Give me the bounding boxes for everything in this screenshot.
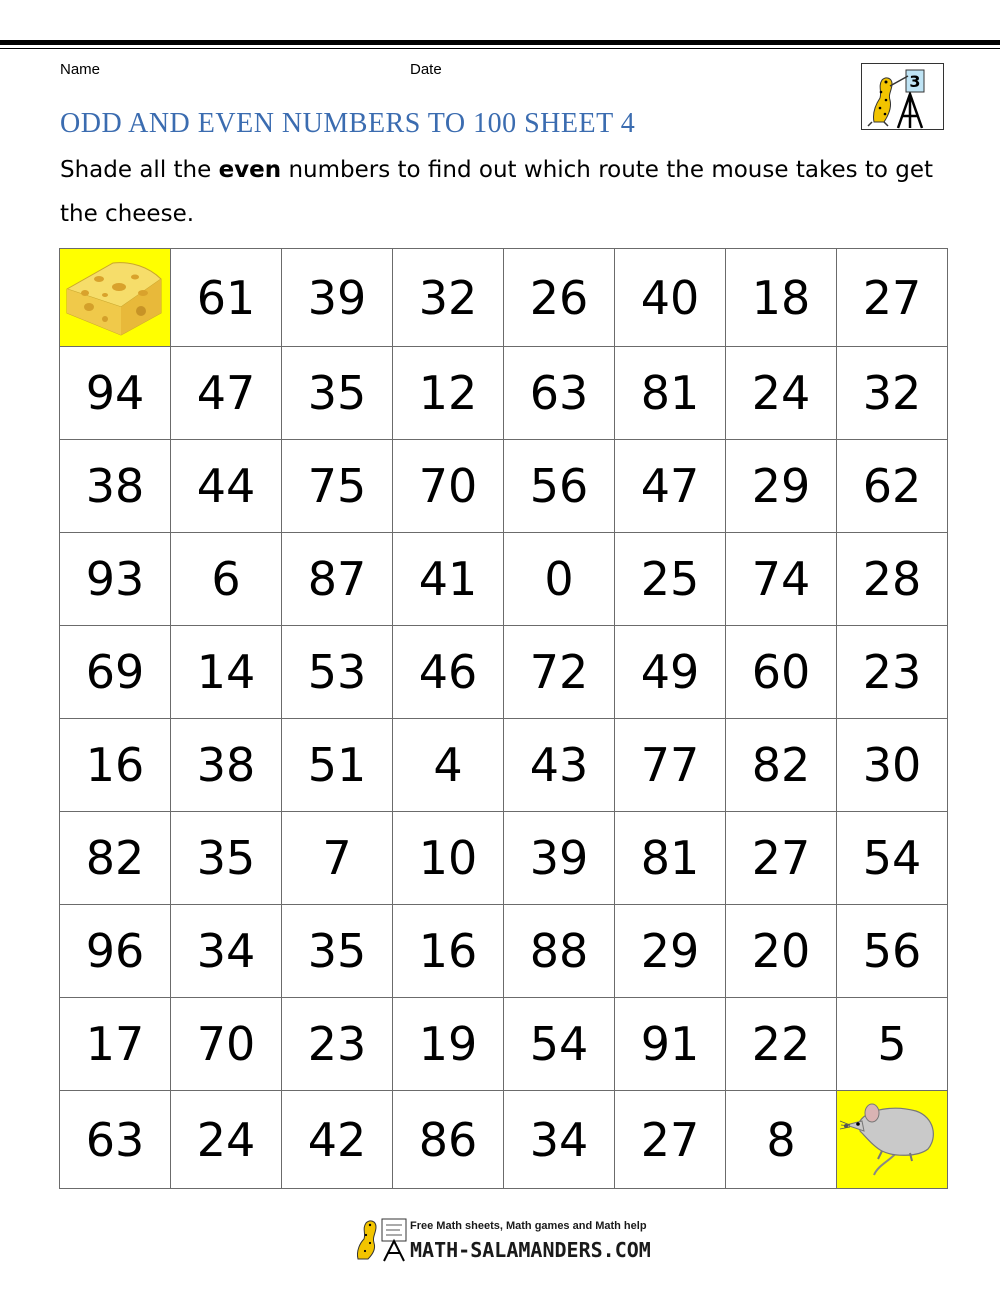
number-cell[interactable]: 44: [171, 440, 282, 533]
number-cell[interactable]: 35: [171, 812, 282, 905]
number-cell[interactable]: 14: [171, 626, 282, 719]
number-cell[interactable]: 47: [171, 347, 282, 440]
number-cell[interactable]: 51: [282, 719, 393, 812]
grid-row: [60, 347, 948, 440]
grid-row: [60, 440, 948, 533]
number-cell[interactable]: 70: [393, 440, 504, 533]
number-cell[interactable]: 40: [615, 249, 726, 347]
instructions-emphasis: even: [218, 157, 282, 183]
number-cell[interactable]: 27: [726, 812, 837, 905]
number-cell[interactable]: 22: [726, 998, 837, 1091]
instructions-after: numbers to find out which route the mouse takes to get the cheese.: [60, 157, 934, 227]
number-cell[interactable]: 96: [60, 905, 171, 998]
number-cell[interactable]: 82: [60, 812, 171, 905]
number-cell[interactable]: 34: [171, 905, 282, 998]
number-cell[interactable]: 20: [726, 905, 837, 998]
number-cell[interactable]: 25: [615, 533, 726, 626]
number-cell[interactable]: 46: [393, 626, 504, 719]
number-cell[interactable]: 94: [60, 347, 171, 440]
number-cell[interactable]: 38: [171, 719, 282, 812]
cheese-icon: [61, 249, 169, 339]
number-cell[interactable]: 69: [60, 626, 171, 719]
name-label: Name: [60, 61, 101, 78]
number-cell[interactable]: 23: [837, 626, 948, 719]
number-cell[interactable]: 38: [60, 440, 171, 533]
grid-row: [60, 533, 948, 626]
number-cell[interactable]: 39: [282, 249, 393, 347]
number-cell[interactable]: 47: [615, 440, 726, 533]
number-cell[interactable]: 29: [726, 440, 837, 533]
number-cell[interactable]: 63: [504, 347, 615, 440]
number-cell[interactable]: 70: [171, 998, 282, 1091]
footer-site: MATH-SALAMANDERS.COM: [410, 1238, 651, 1262]
number-cell[interactable]: 74: [726, 533, 837, 626]
cheese-cell[interactable]: [60, 249, 171, 347]
grid-row: [60, 626, 948, 719]
number-cell[interactable]: 88: [504, 905, 615, 998]
grid-row: [60, 249, 948, 347]
salamander-logo: [861, 63, 944, 130]
number-cell[interactable]: 35: [282, 905, 393, 998]
number-cell[interactable]: 82: [726, 719, 837, 812]
top-rule-thin: [0, 48, 1000, 49]
number-cell[interactable]: 17: [60, 998, 171, 1091]
number-cell[interactable]: 6: [171, 533, 282, 626]
number-cell[interactable]: 91: [615, 998, 726, 1091]
number-cell[interactable]: 0: [504, 533, 615, 626]
mouse-icon: [838, 1091, 946, 1181]
number-cell[interactable]: 8: [726, 1091, 837, 1189]
number-cell[interactable]: 24: [171, 1091, 282, 1189]
grid-row: [60, 1091, 948, 1189]
number-cell[interactable]: 62: [837, 440, 948, 533]
number-cell[interactable]: 54: [837, 812, 948, 905]
number-cell[interactable]: 41: [393, 533, 504, 626]
number-cell[interactable]: 18: [726, 249, 837, 347]
number-cell[interactable]: 54: [504, 998, 615, 1091]
grid-row: [60, 719, 948, 812]
number-cell[interactable]: 10: [393, 812, 504, 905]
number-maze-grid: [59, 248, 948, 1189]
number-cell[interactable]: 19: [393, 998, 504, 1091]
number-cell[interactable]: 16: [393, 905, 504, 998]
footer-salamander-icon: [350, 1215, 410, 1263]
number-cell[interactable]: 4: [393, 719, 504, 812]
footer-tagline: Free Math sheets, Math games and Math help: [410, 1220, 647, 1232]
number-cell[interactable]: 5: [837, 998, 948, 1091]
number-cell[interactable]: 81: [615, 812, 726, 905]
number-cell[interactable]: 30: [837, 719, 948, 812]
svg-text:3: 3: [909, 72, 921, 91]
number-cell[interactable]: 86: [393, 1091, 504, 1189]
grid-row: [60, 998, 948, 1091]
number-cell[interactable]: 24: [726, 347, 837, 440]
number-cell[interactable]: 63: [60, 1091, 171, 1189]
salamander-icon: [862, 64, 943, 129]
number-cell[interactable]: 29: [615, 905, 726, 998]
number-cell[interactable]: 7: [282, 812, 393, 905]
instructions: [60, 148, 940, 236]
number-cell[interactable]: 75: [282, 440, 393, 533]
top-rule: [0, 40, 1000, 45]
number-cell[interactable]: 72: [504, 626, 615, 719]
number-cell[interactable]: 53: [282, 626, 393, 719]
number-cell[interactable]: 81: [615, 347, 726, 440]
number-cell[interactable]: 43: [504, 719, 615, 812]
number-cell[interactable]: 87: [282, 533, 393, 626]
number-cell[interactable]: 35: [282, 347, 393, 440]
number-cell[interactable]: 28: [837, 533, 948, 626]
number-cell[interactable]: 32: [393, 249, 504, 347]
number-cell[interactable]: 34: [504, 1091, 615, 1189]
number-cell[interactable]: 60: [726, 626, 837, 719]
instructions-before: Shade all the: [60, 157, 219, 183]
mouse-cell[interactable]: [837, 1091, 948, 1189]
number-cell[interactable]: 93: [60, 533, 171, 626]
page-title: ODD AND EVEN NUMBERS TO 100 SHEET 4: [60, 108, 636, 139]
number-cell[interactable]: 23: [282, 998, 393, 1091]
number-cell[interactable]: 16: [60, 719, 171, 812]
grid-row: [60, 905, 948, 998]
number-cell[interactable]: 32: [837, 347, 948, 440]
number-cell[interactable]: 12: [393, 347, 504, 440]
number-cell[interactable]: 56: [504, 440, 615, 533]
number-cell[interactable]: 26: [504, 249, 615, 347]
number-cell[interactable]: 49: [615, 626, 726, 719]
number-cell[interactable]: 56: [837, 905, 948, 998]
number-cell[interactable]: 77: [615, 719, 726, 812]
grid-row: [60, 812, 948, 905]
date-label: Date: [410, 61, 442, 78]
number-cell[interactable]: 42: [282, 1091, 393, 1189]
number-cell[interactable]: 27: [615, 1091, 726, 1189]
number-cell[interactable]: 27: [837, 249, 948, 347]
number-cell[interactable]: 39: [504, 812, 615, 905]
number-cell[interactable]: 61: [171, 249, 282, 347]
